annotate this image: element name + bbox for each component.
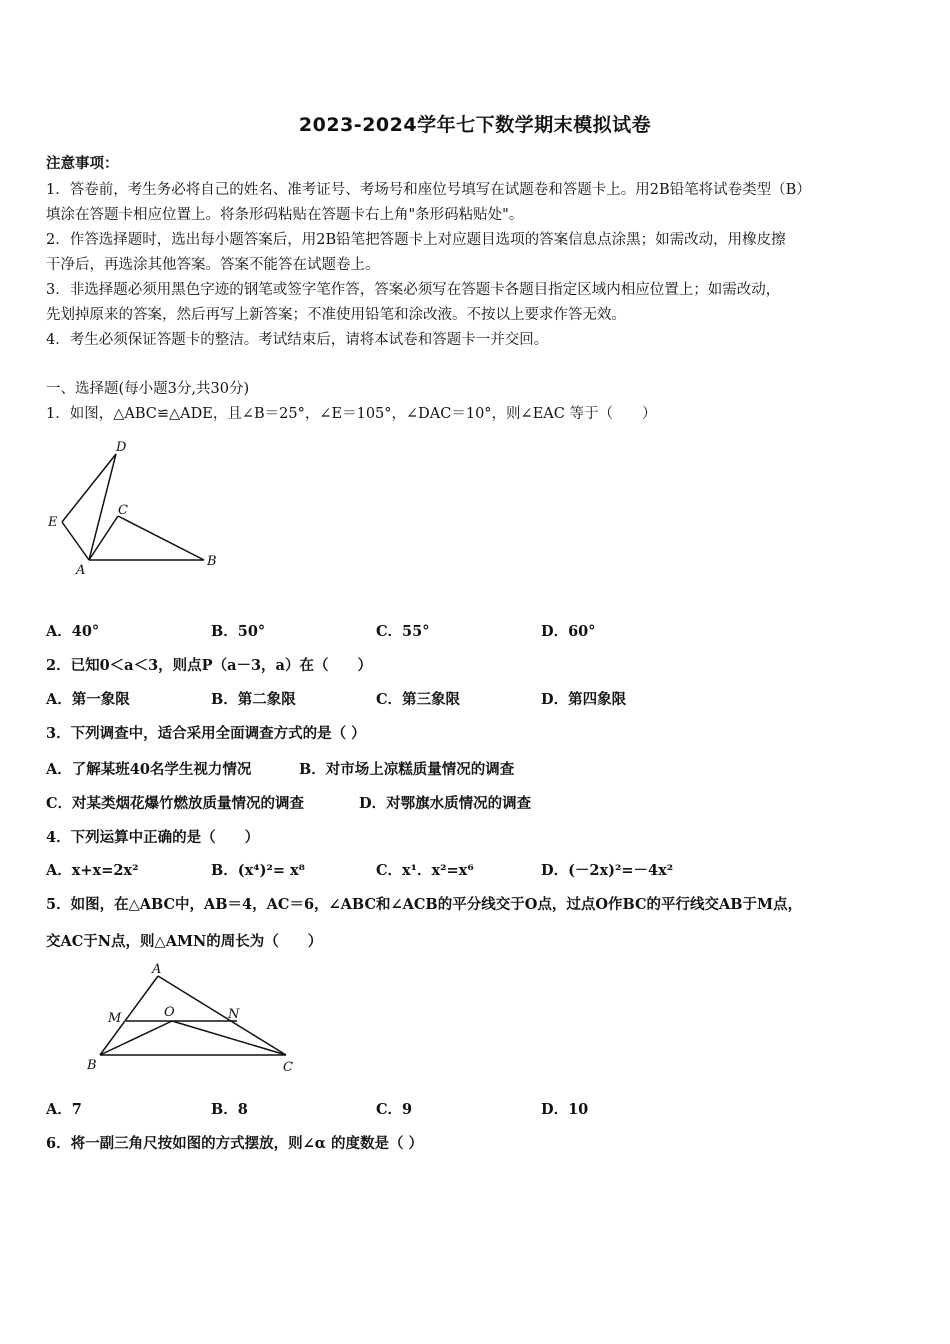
notice-heading: 注意事项： [46,155,119,172]
q1-label-b: B [207,554,217,569]
notice-line: 4．考生必须保证答题卡的整洁。考试结束后，请将本试卷和答题卡一并交回。 [46,332,549,348]
q5-stem-line1: 5．如图，在△ABC中，AB＝4，AC＝6，∠ABC和∠ACB的平分线交于O点，过点O作BC的平行线交AB于M点， [46,896,803,913]
q1-option-b: B．50° [211,623,266,640]
q5-label-o: O [164,1005,175,1020]
q4-option-d: D．(－2x)²=－4x² [541,862,674,879]
q1-label-e: E [48,515,58,530]
q5-label-a: A [152,962,162,977]
q4-stem: 4．下列运算中正确的是（ ） [46,829,260,846]
q2-stem: 2．已知0＜a＜3，则点P（a－3，a）在（ ） [46,657,372,674]
q5-label-b: B [87,1058,97,1073]
q2-option-b: B．第二象限 [211,691,296,708]
q5-label-c: C [283,1060,293,1075]
q4-option-b: B．(x⁴)²= x⁸ [211,862,306,879]
q5-option-b: B．8 [211,1101,248,1118]
q4-option-c: C．x¹．x²=x⁶ [376,862,474,879]
notice-line: 2．作答选择题时，选出每小题答案后，用2B铅笔把答题卡上对应题目选项的答案信息点涂黑；如需改动，用橡皮擦 [46,232,786,248]
q6-stem: 6．将一副三角尺按如图的方式摆放，则∠α 的度数是（ ） [46,1135,423,1152]
notice-line: 3．非选择题必须用黑色字迹的钢笔或签字笔作答，答案必须写在答题卡各题目指定区域内相应位置上；如需改动， [46,282,781,298]
q5-option-d: D．10 [541,1101,589,1118]
q3-option-a: A．了解某班40名学生视力情况 [46,761,252,778]
q1-label-c: C [118,503,128,518]
section-heading: 一、选择题(每小题3分,共30分) [46,381,250,397]
q5-triangle-figure [82,958,302,1076]
q5-option-c: C．9 [376,1101,413,1118]
page-title: 2023-2024学年七下数学期末模拟试卷 [298,114,652,136]
notice-line: 先划掉原来的答案，然后再写上新答案；不准使用铅笔和涂改液。不按以上要求作答无效。 [46,307,626,323]
q1-triangle-figure [44,436,224,581]
q1-label-d: D [116,440,127,455]
q3-option-b: B．对市场上凉糕质量情况的调查 [299,761,515,778]
q5-stem-line2: 交AC于N点，则△AMN的周长为（ ） [46,933,323,950]
q1-option-a: A．40° [46,623,100,640]
q4-option-a: A．x+x=2x² [46,862,139,879]
notice-line: 1．答卷前，考生务必将自己的姓名、准考证号、考场号和座位号填写在试题卷和答题卡上。用2B铅笔将试卷类型（B） [46,182,811,198]
q3-option-d: D．对鄂旗水质情况的调查 [359,795,532,812]
q2-option-c: C．第三象限 [376,691,461,708]
q3-option-c: C．对某类烟花爆竹燃放质量情况的调查 [46,795,305,812]
notice-line: 填涂在答题卡相应位置上。将条形码粘贴在答题卡右上角"条形码粘贴处"。 [46,207,524,223]
q1-label-a: A [76,563,86,578]
q1-option-d: D．60° [541,623,596,640]
notice-line: 干净后，再选涂其他答案。答案不能答在试题卷上。 [46,257,380,273]
q5-label-n: N [228,1007,240,1022]
q1-stem: 1．如图，△ABC≌△ADE，且∠B＝25°，∠E＝105°，∠DAC＝10°，则∠EAC 等于（ ） [46,406,657,422]
q3-stem: 3．下列调查中，适合采用全面调查方式的是（ ） [46,725,366,742]
q2-option-d: D．第四象限 [541,691,627,708]
q1-option-c: C．55° [376,623,430,640]
q5-label-m: M [108,1011,122,1026]
q2-option-a: A．第一象限 [46,691,130,708]
q5-option-a: A．7 [46,1101,82,1118]
